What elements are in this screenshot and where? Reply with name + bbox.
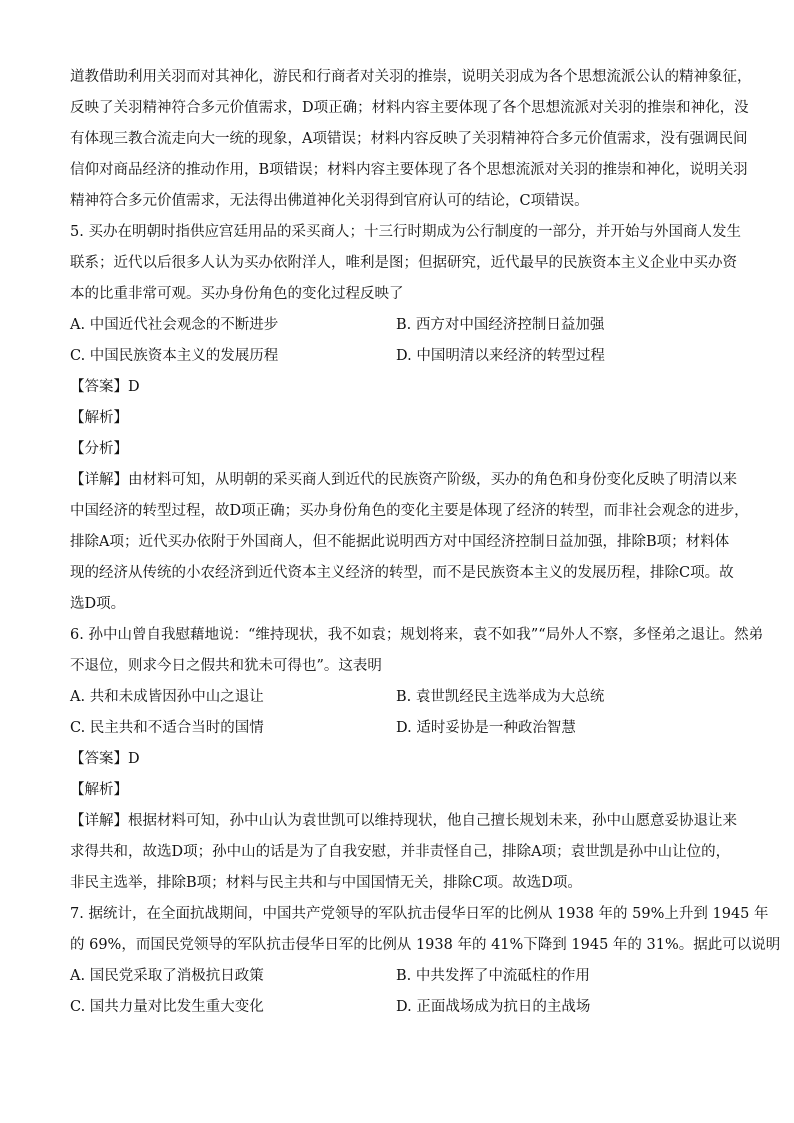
question-stem-line: 不退位，则求今日之假共和犹未可得也”。这表明	[70, 658, 382, 674]
detail-line: 中国经济的转型过程，故D项正确；买办身份角色的变化主要是体现了经济的转型，而非社会观念的进步，	[70, 503, 749, 519]
option-b: B. 中共发挥了中流砥柱的作用	[396, 968, 590, 984]
answer-label: 【答案】D	[70, 751, 140, 767]
options-row	[70, 713, 726, 744]
detail-line: 求得共和，故选D项；孙中山的话是为了自我安慰，并非责怪自己，排除A项；袁世凯是孙中山让位的，	[70, 844, 731, 860]
options-row	[70, 682, 726, 713]
options-row	[70, 961, 726, 992]
analysis-label: 【解析】	[70, 782, 128, 798]
analysis-label: 【解析】	[70, 410, 128, 426]
question-7	[70, 899, 781, 1023]
question-5	[70, 217, 749, 620]
option-c: C. 中国民族资本主义的发展历程	[70, 348, 279, 364]
detail-line: 非民主选举，排除B项；材料与民主共和与中国国情无关，排除C项。故选D项。	[70, 875, 582, 891]
detail-line: 【详解】根据材料可知，孙中山认为袁世凯可以维持现状，他自己擅长规划未来，孙中山愿意妥协退让来	[70, 813, 737, 829]
option-a: A. 共和未成皆因孙中山之退让	[70, 689, 264, 705]
option-a: A. 国民党采取了消极抗日政策	[70, 968, 264, 984]
document-page	[70, 62, 781, 1023]
option-d: D. 中国明清以来经济的转型过程	[396, 348, 605, 364]
option-c: C. 国共力量对比发生重大变化	[70, 999, 264, 1015]
options-row	[70, 310, 726, 341]
options-row	[70, 992, 726, 1023]
option-b: B. 西方对中国经济控制日益加强	[396, 317, 605, 333]
question-stem-line: 7. 据统计，在全面抗战期间，中国共产党领导的军队抗击侵华日军的比例从 1938 年的 59%上升到 1945 年	[70, 906, 769, 922]
fenxi-label: 【分析】	[70, 441, 128, 457]
option-a: A. 中国近代社会观念的不断进步	[70, 317, 279, 333]
answer-label: 【答案】D	[70, 379, 140, 395]
paragraph-line: 道教借助利用关羽而对其神化，游民和行商者对关羽的推崇，说明关羽成为各个思想流派公认的精神象征，	[70, 69, 752, 85]
option-d: D. 适时妥协是一种政治智慧	[396, 720, 576, 736]
paragraph-line: 反映了关羽精神符合多元价值需求，D项正确；材料内容主要体现了各个思想流派对关羽的推崇和神化，没	[70, 100, 749, 116]
question-stem-line: 6. 孙中山曾自我慰藉地说：“维持现状，我不如袁；规划将来，袁不如我”“局外人不察，多怪弟之退让。然弟	[70, 627, 764, 643]
detail-line: 【详解】由材料可知，从明朝的采买商人到近代的民族资产阶级，买办的角色和身份变化反映了明清以来	[70, 472, 737, 488]
q4-explanation-tail	[70, 62, 752, 217]
detail-line: 现的经济从传统的小农经济到近代资本主义经济的转型，而不是民族资本主义的发展历程，排除C项。故	[70, 565, 734, 581]
question-stem-line: 本的比重非常可观。买办身份角色的变化过程反映了	[70, 286, 404, 302]
paragraph-line: 信仰对商品经济的推动作用，B项错误；材料内容主要体现了各个思想流派对关羽的推崇和神化，说明关羽	[70, 162, 748, 178]
option-d: D. 正面战场成为抗日的主战场	[396, 999, 591, 1015]
option-c: C. 民主共和不适合当时的国情	[70, 720, 264, 736]
question-stem-line: 的 69%，而国民党领导的军队抗击侵华日军的比例从 1938 年的 41%下降到 1945 年的 31%。据此可以说明	[70, 937, 781, 953]
detail-line: 排除A项；近代买办依附于外国商人，但不能据此说明西方对中国经济控制日益加强，排除B项；材料体	[70, 534, 730, 550]
paragraph-line: 精神符合多元价值需求，无法得出佛道神化关羽得到官府认可的结论，C项错误。	[70, 193, 589, 209]
question-stem-line: 5. 买办在明朝时指供应宫廷用品的采买商人；十三行时期成为公行制度的一部分，并开始与外国商人发生	[70, 224, 741, 240]
question-6	[70, 620, 764, 899]
paragraph-line: 有体现三教合流走向大一统的现象，A项错误；材料内容反映了关羽精神符合多元价值需求，没有强调民间	[70, 131, 748, 147]
detail-line: 选D项。	[70, 596, 126, 612]
question-stem-line: 联系；近代以后很多人认为买办依附洋人，唯利是图；但据研究，近代最早的民族资本主义企业中买办资	[70, 255, 737, 271]
option-b: B. 袁世凯经民主选举成为大总统	[396, 689, 605, 705]
options-row	[70, 341, 726, 372]
